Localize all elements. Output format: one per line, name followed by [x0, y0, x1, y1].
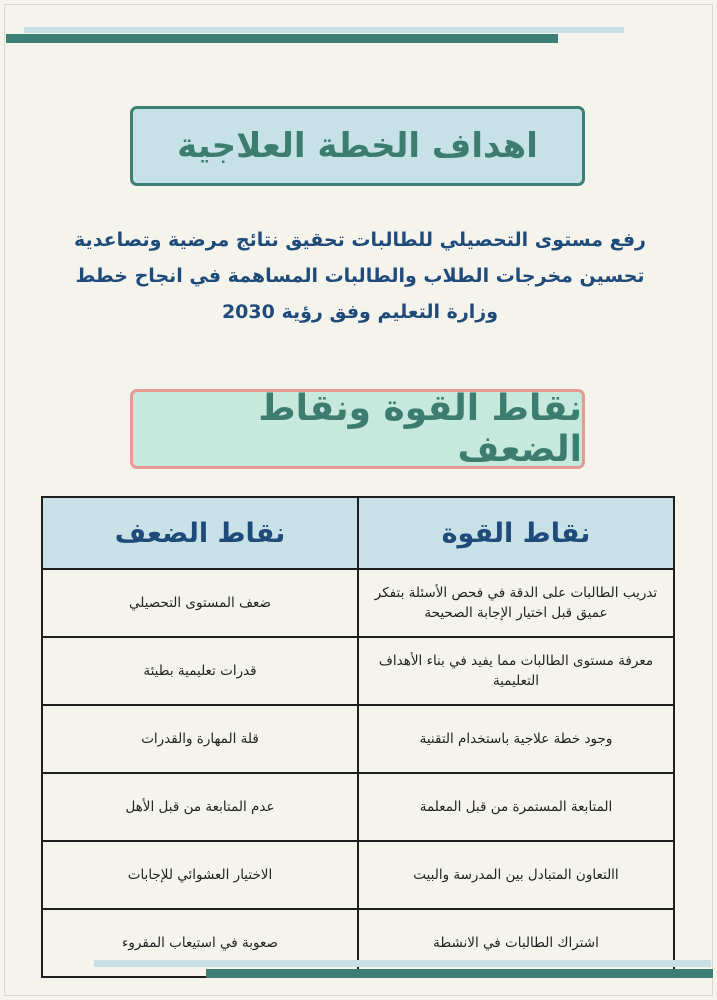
weakness-cell: قدرات تعليمية بطيئة [42, 637, 358, 705]
strength-cell: االتعاون المتبادل بين المدرسة والبيت [358, 841, 674, 909]
strengths-weaknesses-table [41, 496, 675, 978]
goals-line: رفع مستوى التحصيلي للطالبات تحقيق نتائج مرضية وتصاعدية [74, 229, 646, 251]
goals-line: وزارة التعليم وفق رؤية 2030 [221, 301, 499, 323]
top-accent-bar-light [24, 27, 624, 33]
section-title: نقاط القوة ونقاط الضعف [130, 389, 585, 469]
weakness-cell: عدم المتابعة من قبل الأهل [42, 773, 358, 841]
strength-cell: المتابعة المستمرة من قبل المعلمة [358, 773, 674, 841]
weakness-cell: صعوبة في استيعاب المقروء [42, 909, 358, 977]
weakness-cell: ضعف المستوى التحصيلي [42, 569, 358, 637]
weakness-cell: قلة المهارة والقدرات [42, 705, 358, 773]
bottom-accent-bar-light [94, 960, 711, 967]
table-header-row [42, 497, 674, 569]
table-row [42, 705, 674, 773]
table-row [42, 637, 674, 705]
bottom-accent-bar-dark [206, 969, 713, 978]
weaknesses-header: نقاط الضعف [42, 497, 358, 569]
strength-cell: معرفة مستوى الطالبات مما يفيد في بناء الأهداف التعليمية [358, 637, 674, 705]
strength-cell: وجود خطة علاجية باستخدام التقنية [358, 705, 674, 773]
goals-line: تحسين مخرجات الطلاب والطالبات المساهمة في انجاح خطط [75, 265, 645, 287]
top-accent-bar-dark [6, 34, 558, 43]
page-title: اهداف الخطة العلاجية [130, 106, 585, 186]
strength-cell: اشتراك الطالبات في الانشطة [358, 909, 674, 977]
goals-text [70, 222, 650, 330]
table-row [42, 841, 674, 909]
table-row [42, 773, 674, 841]
strength-cell: تدريب الطالبات على الدقة في فحص الأسئلة بتفكر عميق قبل اختيار الإجابة الصحيحة [358, 569, 674, 637]
weakness-cell: الاختيار العشوائي للإجابات [42, 841, 358, 909]
strengths-header: نقاط القوة [358, 497, 674, 569]
table-row [42, 569, 674, 637]
